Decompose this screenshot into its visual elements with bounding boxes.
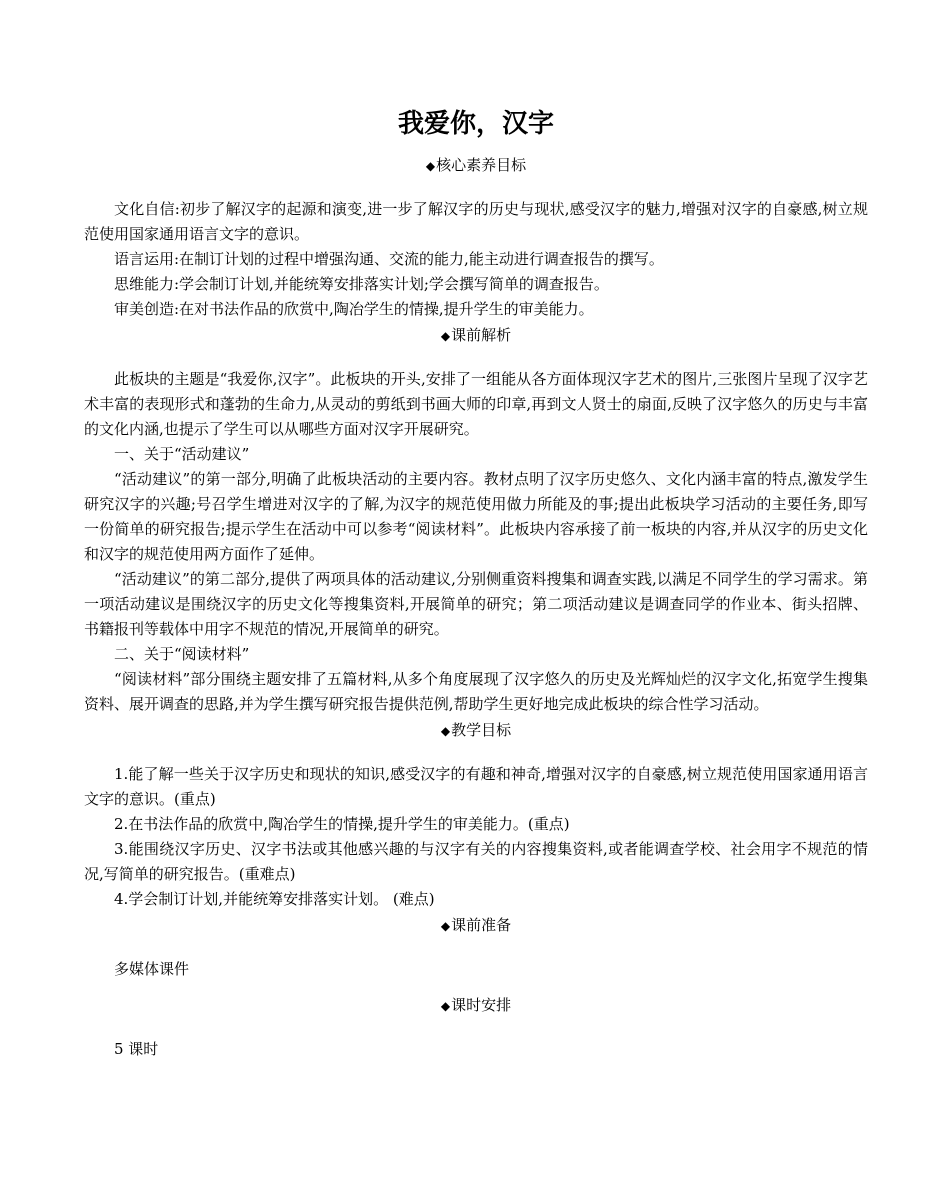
core-goal-language: 语言运用:在制订计划的过程中增强沟通、交流的能力,能主动进行调查报告的撰写。 [114,250,664,268]
core-goal-thinking: 思维能力:学会制订计划,并能统筹安排落实计划;学会撰写简单的调查报告。 [114,275,609,293]
diamond-bullet-icon: ◆ [440,329,451,343]
section-heading-label: 课前解析 [451,326,512,344]
core-goal-aesthetic: 审美创造:在对书法作品的欣赏中,陶冶学生的情操,提升学生的审美能力。 [114,300,594,318]
page-title: 我爱你，汉字 [397,109,554,139]
teaching-goal-3: 3.能围绕汉字历史、汉字书法或其他感兴趣的与汉字有关的内容搜集资料,或者能调查学校、社会用字不规范的情况,写简单的研究报告。(重难点) [84,840,868,883]
preparation-text: 多媒体课件 [114,960,190,978]
section-heading-core-goals [84,152,868,179]
section-heading-analysis [84,322,868,349]
analysis-activity-part2: “活动建议”的第二部分,提供了两项具体的活动建议,分别侧重资料搜集和调查实践,以满足不同学生的学习需求。第一项活动建议是围绕汉字的历史文化等搜集资料,开展简单的研究；第二项活动建议是调查同学的作业本、街头招牌、书籍报刊等载体中用字不规范的情况,开展简单的研究。 [84,570,868,638]
diamond-bullet-icon: ◆ [440,919,451,933]
diamond-bullet-icon: ◆ [440,724,451,738]
analysis-subheading-reading: 二、关于“阅读材料” [114,645,250,663]
diamond-bullet-icon: ◆ [425,159,436,173]
section-heading-label: 课时安排 [451,996,512,1014]
section-heading-schedule [84,992,868,1019]
analysis-intro: 此板块的主题是“我爱你,汉字”。此板块的开头,安排了一组能从各方面体现汉字艺术的图片,三张图片呈现了汉字艺术丰富的表现形式和蓬勃的生命力,从灵动的剪纸到书画大师的印章,再到文人贤士的扇面,反映了汉字悠久的历史与丰富的文化内涵,也提示了学生可以从哪些方面对汉字开展研究。 [84,370,868,438]
section-heading-preparation [84,912,868,939]
analysis-activity-part1: “活动建议”的第一部分,明确了此板块活动的主要内容。教材点明了汉字历史悠久、文化内涵丰富的特点,激发学生研究汉字的兴趣;号召学生增进对汉字的了解,为汉字的规范使用做力所能及的事;提出此板块学习活动的主要任务,即写一份简单的研究报告;提示学生在活动中可以参考“阅读材料”。此板块内容承接了前一板块的内容,并从汉字的历史文化和汉字的规范使用两方面作了延伸。 [84,470,868,563]
analysis-subheading-activity: 一、关于“活动建议” [114,445,250,463]
teaching-goal-4: 4.学会制订计划,并能统筹安排落实计划。 (难点) [114,890,435,908]
teaching-goal-2: 2.在书法作品的欣赏中,陶冶学生的情操,提升学生的审美能力。(重点) [114,815,570,833]
schedule-text: 5 课时 [114,1040,159,1058]
diamond-bullet-icon: ◆ [440,999,451,1013]
section-heading-label: 课前准备 [451,916,512,934]
section-heading-label: 教学目标 [451,721,512,739]
section-heading-teaching-goals [84,717,868,744]
section-heading-label: 核心素养目标 [436,156,527,174]
teaching-goal-1: 1.能了解一些关于汉字历史和现状的知识,感受汉字的有趣和神奇,增强对汉字的自豪感,树立规范使用国家通用语言文字的意识。(重点) [84,765,868,808]
analysis-reading: “阅读材料”部分围绕主题安排了五篇材料,从多个角度展现了汉字悠久的历史及光辉灿烂的汉字文化,拓宽学生搜集资料、展开调查的思路,并为学生撰写研究报告提供范例,帮助学生更好地完成此板块的综合性学习活动。 [84,670,868,713]
core-goal-culture: 文化自信:初步了解汉字的起源和演变,进一步了解汉字的历史与现状,感受汉字的魅力,增强对汉字的自豪感,树立规范使用国家通用语言文字的意识。 [84,200,868,243]
